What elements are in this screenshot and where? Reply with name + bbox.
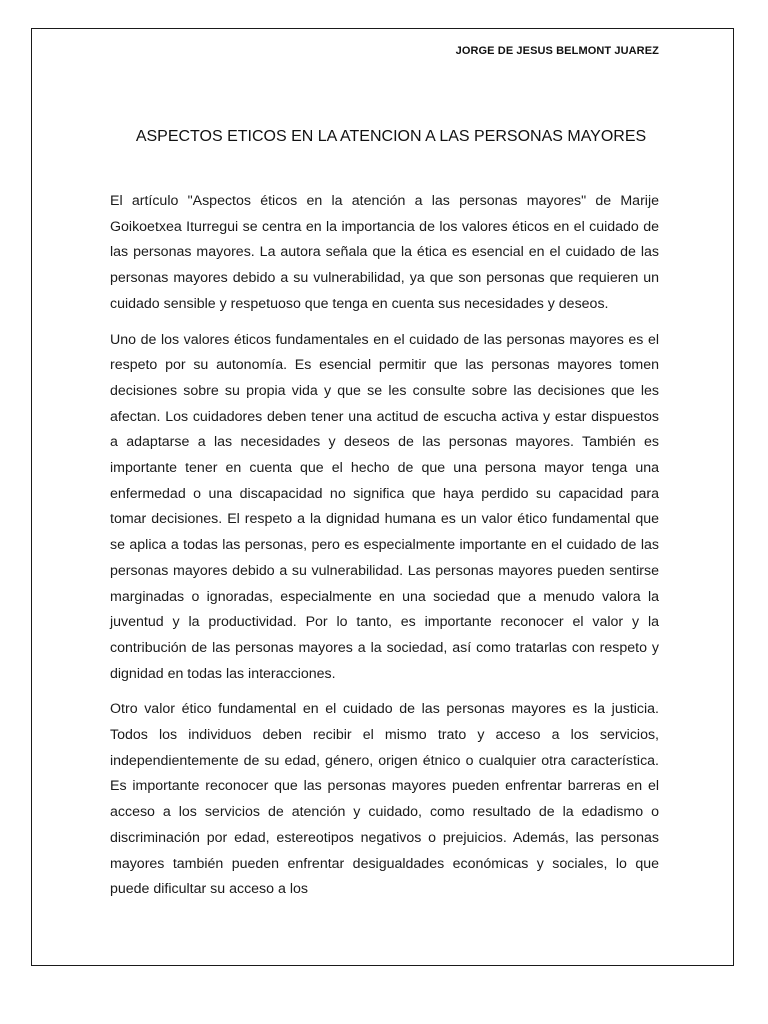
paragraph: Uno de los valores éticos fundamentales en el cuidado de las personas mayores es el respeto por su autonomía. Es esencial permitir que las personas mayores tomen decisiones sobre su propia vida y que se les consulte sobre las decisiones que les afectan. Los cuidadores deben tener una actitud de escucha activa y estar dispuestos a adaptarse a las necesidades y deseos de las personas mayores. También es importante tener en cuenta que el hecho de que una persona mayor tenga una enfermedad o una discapacidad no significa que haya perdido su capacidad para tomar decisiones. El respeto a la dignidad humana es un valor ético fundamental que se aplica a todas las personas, pero es especialmente importante en el cuidado de las personas mayores debido a su vulnerabilidad. Las personas mayores pueden sentirse marginadas o ignoradas, especialmente en una sociedad que a menudo valora la juventud y la productividad. Por lo tanto, es importante reconocer el valor y la contribución de las personas mayores a la sociedad, así como tratarlas con respeto y dignidad en todas las interacciones.: [110, 331, 659, 682]
document-title: ASPECTOS ETICOS EN LA ATENCION A LAS PERSONAS MAYORES: [135, 128, 647, 145]
document-body: [110, 189, 659, 913]
paragraph: Otro valor ético fundamental en el cuidado de las personas mayores es la justicia. Todos los individuos deben recibir el mismo trato y acceso a los servicios, independientemente de su edad, género, origen étnico o cualquier otra característica. Es importante reconocer que las personas mayores pueden enfrentar barreras en el acceso a los servicios de atención y cuidado, como resultado de la edadismo o discriminación por edad, estereotipos negativos o prejuicios. Además, las personas mayores también pueden enfrentar desigualdades económicas y sociales, lo que puede dificultar su acceso a los: [110, 701, 659, 898]
document-page: [31, 28, 734, 966]
paragraph: El artículo "Aspectos éticos en la atención a las personas mayores" de Marije Goikoetxea Iturregui se centra en la importancia de los valores éticos en el cuidado de las personas mayores. La autora señala que la ética es esencial en el cuidado de las personas mayores debido a su vulnerabilidad, ya que son personas que requieren un cuidado sensible y respetuoso que tenga en cuenta sus necesidades y deseos.: [110, 193, 659, 312]
author-name: JORGE DE JESUS BELMONT JUAREZ: [455, 45, 659, 57]
